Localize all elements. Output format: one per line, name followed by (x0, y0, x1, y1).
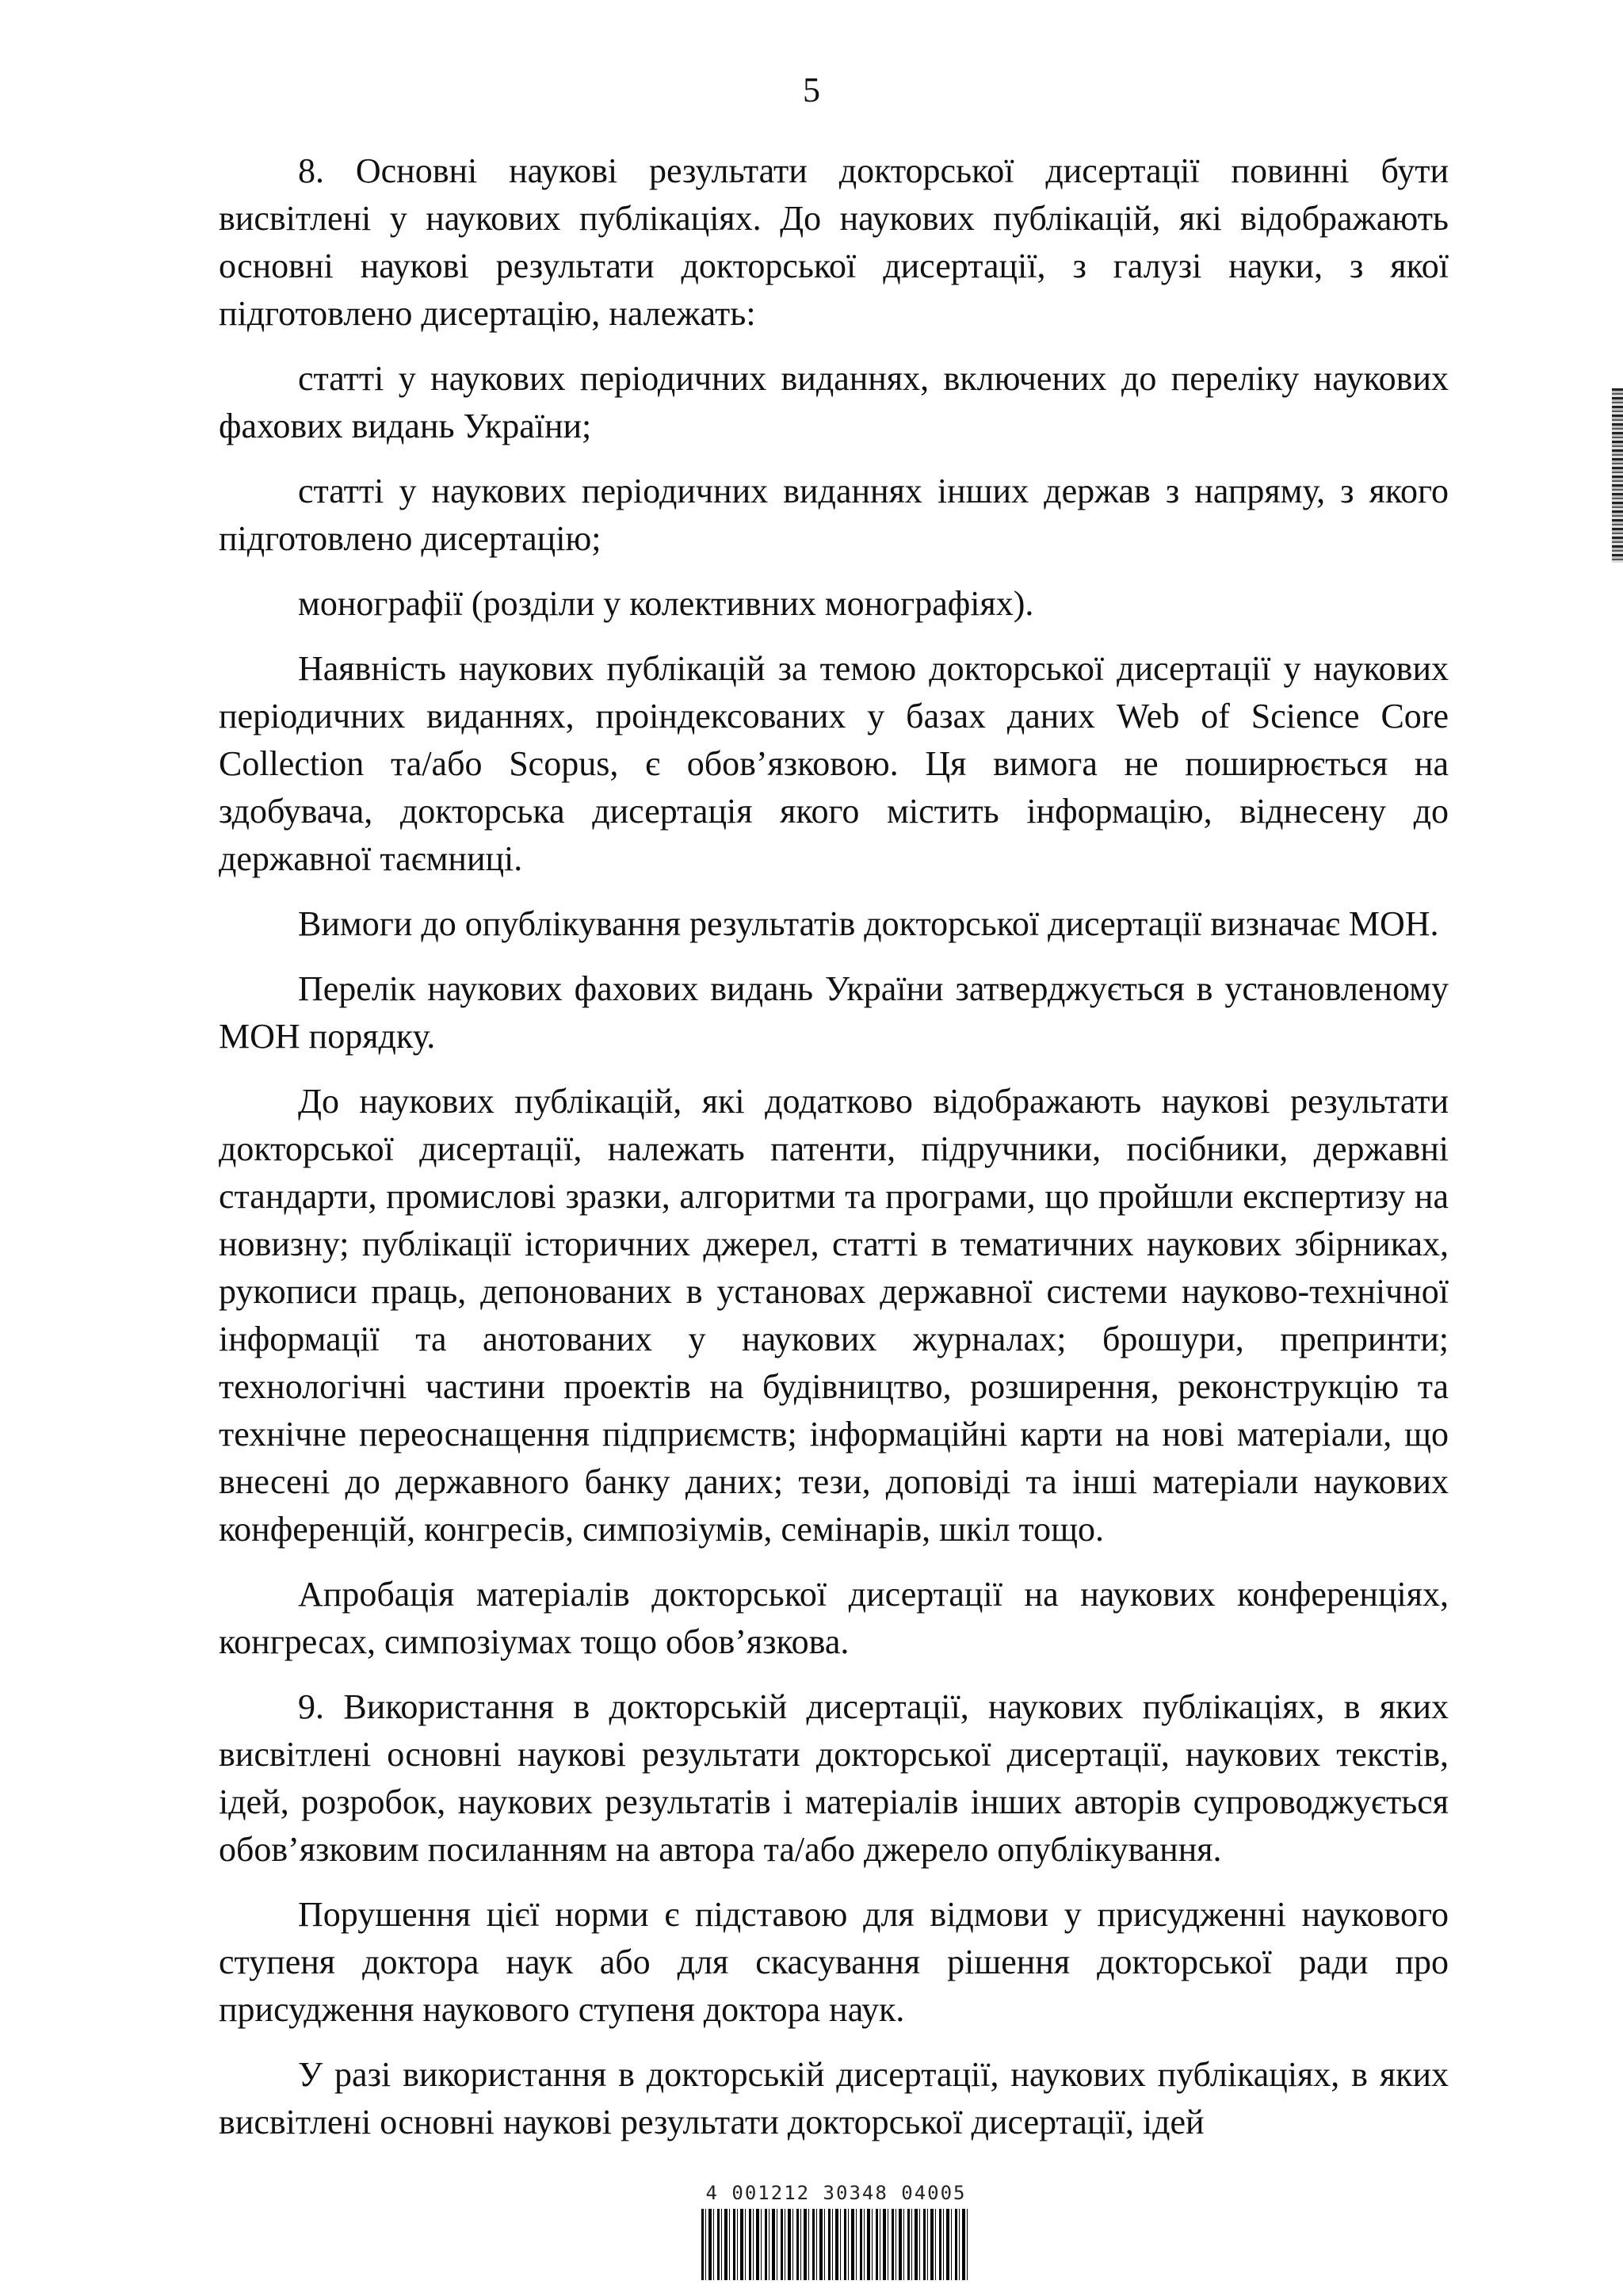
barcode-number: 4 001212 30348 04005 (705, 2182, 967, 2204)
scan-edge-mark (1612, 388, 1623, 563)
paragraph-use-of-ideas: У разі використання в докторській дисертації, наукових публікаціях, в яких висвітлені основні наукові результати докторської дисертації, ідей (219, 2055, 1449, 2141)
paragraph-citation-requirement: 9. Використання в докторській дисертації, наукових публікаціях, в яких висвітлені основні наукові результати докторської дисертації, наукових текстів, ідей, розробок, наукових результатів і матеріалів інших авторів супроводжується обов’язковим посиланням на автора та/або джерело опублікування. (219, 1687, 1449, 1869)
paragraph-publications-requirement: 8. Основні наукові результати докторської дисертації повинні бути висвітлені у наукових публікаціях. До наукових публікацій, які відображають основні наукові результати докторської дисертації, з галузі науки, з якої підготовлено дисертацію, належать: (219, 151, 1449, 333)
document-body (219, 147, 1449, 2164)
paragraph-additional-publications: До наукових публікацій, які додатково відображають наукові результати докторської дисертації, належать патенти, підручники, посібники, державні стандарти, промислові зразки, алгоритми та програми, що пройшли експертизу на новизну; публікації історичних джерел, статті в тематичних наукових збірниках, рукописи праць, депонованих в установах державної системи науково-технічної інформації та анотованих у наукових журналах; брошури, препринти; технологічні частини проектів на будівництво, розширення, реконструкцію та технічне переоснащення підприємств; інформаційні карти на нові матеріали, що внесені до державного банку даних; тези, доповіді та інші матеріали наукових конференцій, конгресів, симпозіумів, семінарів, шкіл тощо. (219, 1082, 1449, 1549)
paragraph-approbation: Апробація матеріалів докторської дисертації на наукових конференціях, конгресах, симпозіумах тощо обов’язкова. (219, 1575, 1449, 1661)
page-number: 5 (803, 71, 820, 109)
list-item-national-journals: статті у наукових періодичних виданнях, включених до переліку наукових фахових видань України; (219, 359, 1449, 445)
list-item-monographs: монографії (розділи у колективних монографіях). (298, 584, 1034, 623)
paragraph-scopus-wos: Наявність наукових публікацій за темою докторської дисертації у наукових періодичних виданнях, проіндексованих у базах даних Web of Science Core Collection та/або Scopus, є обов’язковою. Ця вимога не поширюється на здобувача, докторська дисертація якого містить інформацію, віднесену до державної таємниці. (219, 649, 1449, 878)
paragraph-violation: Порушення цієї норми є підставою для відмови у присудженні наукового ступеня доктора наук або для скасування рішення докторської ради про присудження наукового ступеня доктора наук. (219, 1895, 1449, 2029)
list-item-foreign-journals: статті у наукових періодичних виданнях інших держав з напряму, з якого підготовлено дисертацію; (219, 472, 1449, 558)
barcode (689, 2182, 983, 2280)
paragraph-journal-list: Перелік наукових фахових видань України затверджується в установленому МОН порядку. (219, 969, 1449, 1056)
barcode-bars (701, 2209, 971, 2280)
paragraph-mon-requirements: Вимоги до опублікування результатів докторської дисертації визначає МОН. (298, 904, 1439, 943)
